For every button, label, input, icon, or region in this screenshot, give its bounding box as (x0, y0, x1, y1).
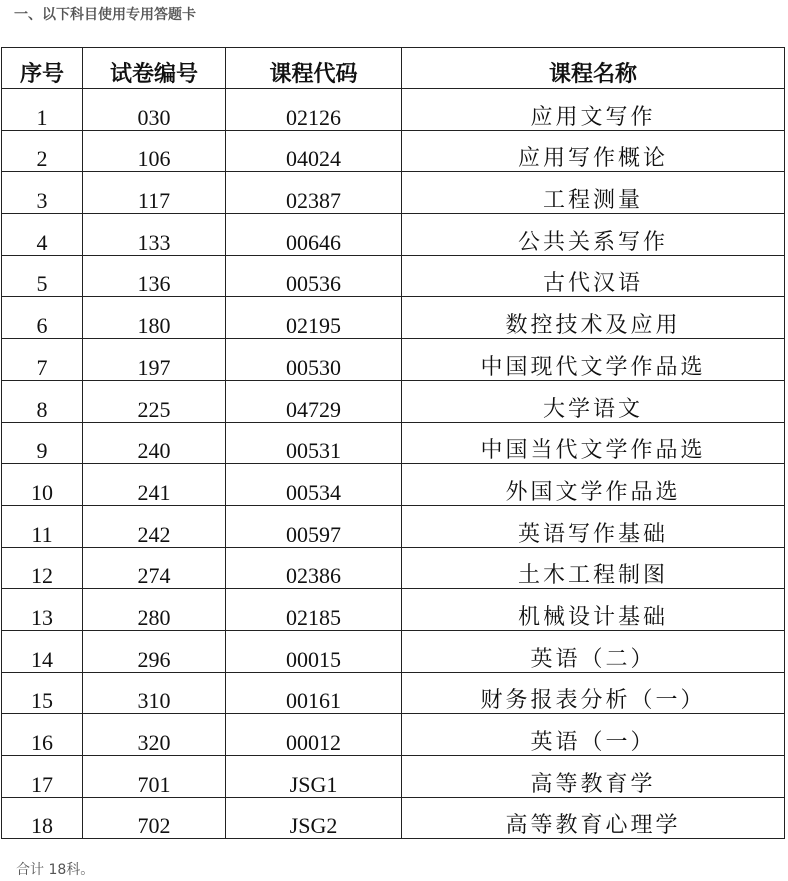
cell-course-name: 古代汉语 (402, 255, 785, 297)
header-paper-no: 试卷编号 (83, 48, 226, 89)
table-row (2, 214, 785, 256)
cell-course-name: 外国文学作品选 (402, 464, 785, 506)
cell-course-name: 应用文写作 (402, 89, 785, 131)
cell-paper-no: 225 (83, 380, 226, 422)
cell-course-name: 财务报表分析（一） (402, 672, 785, 714)
cell-course-code: 00646 (226, 214, 402, 256)
cell-course-code: JSG1 (226, 756, 402, 798)
table-header-row (2, 48, 785, 89)
table-row (2, 172, 785, 214)
cell-course-name: 土木工程制图 (402, 547, 785, 589)
cell-seq: 13 (2, 589, 83, 631)
cell-paper-no: 197 (83, 339, 226, 381)
cell-seq: 1 (2, 89, 83, 131)
cell-course-name: 高等教育学 (402, 756, 785, 798)
cell-seq: 11 (2, 505, 83, 547)
cell-course-name: 大学语文 (402, 380, 785, 422)
table-row (2, 797, 785, 839)
table-body (2, 89, 785, 839)
table-row (2, 464, 785, 506)
cell-course-name: 英语（二） (402, 630, 785, 672)
cell-seq: 15 (2, 672, 83, 714)
table-row (2, 255, 785, 297)
cell-seq: 4 (2, 214, 83, 256)
cell-course-name: 英语（一） (402, 714, 785, 756)
cell-paper-no: 310 (83, 672, 226, 714)
cell-seq: 12 (2, 547, 83, 589)
cell-paper-no: 320 (83, 714, 226, 756)
table-row (2, 756, 785, 798)
cell-course-name: 公共关系写作 (402, 214, 785, 256)
cell-seq: 3 (2, 172, 83, 214)
table-row (2, 422, 785, 464)
cell-course-code: 02185 (226, 589, 402, 631)
table-row (2, 297, 785, 339)
cell-course-code: JSG2 (226, 797, 402, 839)
cell-paper-no: 274 (83, 547, 226, 589)
cell-paper-no: 136 (83, 255, 226, 297)
cell-seq: 14 (2, 630, 83, 672)
cell-paper-no: 241 (83, 464, 226, 506)
cell-course-code: 04024 (226, 130, 402, 172)
table-row (2, 714, 785, 756)
cell-course-code: 00534 (226, 464, 402, 506)
header-course-code: 课程代码 (226, 48, 402, 89)
cell-seq: 18 (2, 797, 83, 839)
cell-paper-no: 242 (83, 505, 226, 547)
cell-course-name: 数控技术及应用 (402, 297, 785, 339)
cell-paper-no: 701 (83, 756, 226, 798)
cell-course-name: 高等教育心理学 (402, 797, 785, 839)
cell-paper-no: 106 (83, 130, 226, 172)
table-row (2, 547, 785, 589)
section-heading: 一、以下科目使用专用答题卡 (14, 7, 196, 23)
table-row (2, 339, 785, 381)
cell-seq: 9 (2, 422, 83, 464)
cell-course-code: 00012 (226, 714, 402, 756)
cell-seq: 6 (2, 297, 83, 339)
table-row (2, 589, 785, 631)
cell-course-code: 00530 (226, 339, 402, 381)
cell-paper-no: 117 (83, 172, 226, 214)
cell-course-code: 00015 (226, 630, 402, 672)
cell-seq: 7 (2, 339, 83, 381)
cell-course-name: 英语写作基础 (402, 505, 785, 547)
cell-course-name: 工程测量 (402, 172, 785, 214)
cell-seq: 2 (2, 130, 83, 172)
cell-course-code: 02387 (226, 172, 402, 214)
cell-course-name: 中国现代文学作品选 (402, 339, 785, 381)
cell-course-name: 中国当代文学作品选 (402, 422, 785, 464)
cell-seq: 16 (2, 714, 83, 756)
cell-seq: 8 (2, 380, 83, 422)
table-row (2, 380, 785, 422)
cell-seq: 10 (2, 464, 83, 506)
cell-course-code: 02195 (226, 297, 402, 339)
cell-course-code: 02126 (226, 89, 402, 131)
cell-course-name: 机械设计基础 (402, 589, 785, 631)
cell-course-name: 应用写作概论 (402, 130, 785, 172)
total-note: 合计 18科。 (16, 862, 95, 878)
table-row (2, 505, 785, 547)
cell-paper-no: 240 (83, 422, 226, 464)
cell-course-code: 04729 (226, 380, 402, 422)
header-course-name: 课程名称 (402, 48, 785, 89)
cell-paper-no: 030 (83, 89, 226, 131)
table-row (2, 130, 785, 172)
cell-course-code: 00531 (226, 422, 402, 464)
cell-paper-no: 296 (83, 630, 226, 672)
cell-course-code: 00161 (226, 672, 402, 714)
cell-paper-no: 180 (83, 297, 226, 339)
table-row (2, 630, 785, 672)
cell-course-code: 00536 (226, 255, 402, 297)
header-seq: 序号 (2, 48, 83, 89)
cell-paper-no: 702 (83, 797, 226, 839)
cell-seq: 17 (2, 756, 83, 798)
cell-paper-no: 133 (83, 214, 226, 256)
cell-course-code: 02386 (226, 547, 402, 589)
table-row (2, 672, 785, 714)
cell-paper-no: 280 (83, 589, 226, 631)
course-table (1, 47, 785, 839)
table-row (2, 89, 785, 131)
cell-seq: 5 (2, 255, 83, 297)
cell-course-code: 00597 (226, 505, 402, 547)
